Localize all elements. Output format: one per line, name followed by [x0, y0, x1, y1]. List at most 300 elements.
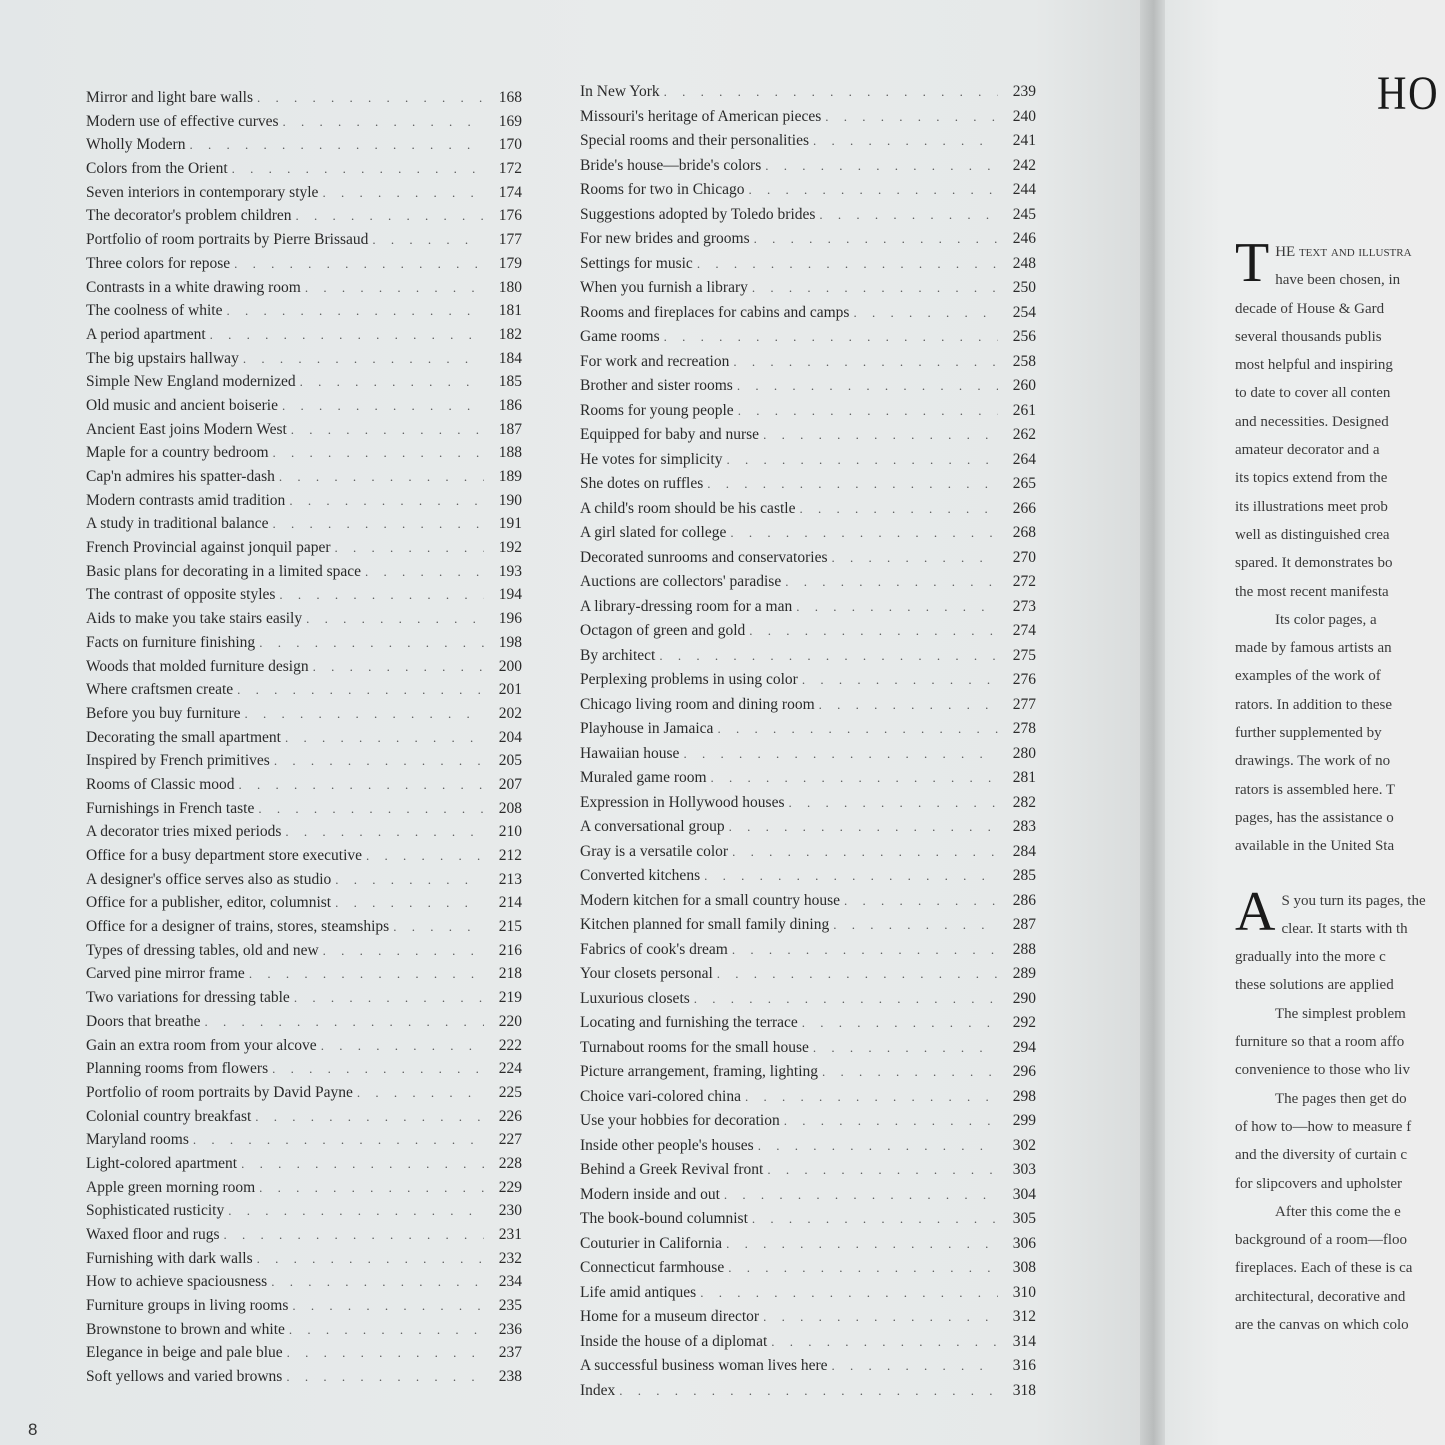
toc-entry-page: 169 — [498, 112, 522, 130]
toc-entry — [580, 913, 1036, 938]
toc-entry-title: Portfolio of room portraits by David Payne — [86, 1083, 353, 1101]
dot-leader — [771, 1330, 998, 1355]
toc-entry-title: Simple New England modernized — [86, 373, 296, 391]
toc-entry — [580, 80, 1036, 105]
toc-entry-page: 204 — [498, 728, 522, 746]
toc-entry-page: 238 — [498, 1368, 522, 1386]
toc-entry — [86, 252, 522, 276]
dot-leader — [223, 1223, 484, 1247]
toc-entry — [86, 1128, 522, 1152]
toc-entry — [86, 1176, 522, 1200]
page-number: 8 — [28, 1420, 38, 1439]
dot-leader — [210, 323, 484, 347]
text-line: spared. It demonstrates bo — [1235, 555, 1393, 572]
toc-entry — [580, 448, 1036, 473]
toc-entry-title: Hawaiian house — [580, 744, 680, 762]
text-line: pages, has the assistance o — [1235, 809, 1394, 826]
toc-entry — [580, 1158, 1036, 1183]
dot-leader — [306, 607, 484, 631]
text-line: amateur decorator and a — [1235, 442, 1380, 459]
toc-entry-title: Gray is a versatile color — [580, 842, 729, 860]
toc-entry — [86, 891, 522, 915]
toc-entry-title: Choice vari-colored china — [580, 1087, 741, 1105]
dot-leader — [313, 655, 484, 679]
toc-entry-title: Game rooms — [580, 328, 660, 345]
toc-entry-title: Old music and ancient boiserie — [86, 396, 278, 414]
toc-entry-page: 270 — [1012, 548, 1036, 566]
toc-entry-title: The contrast of opposite styles — [86, 586, 276, 604]
toc-entry — [86, 583, 522, 607]
dot-leader — [282, 394, 484, 418]
toc-entry-title: Luxurious closets — [580, 989, 690, 1007]
text-line: architectural, decorative and — [1235, 1288, 1406, 1305]
toc-entry — [86, 1152, 522, 1176]
dot-leader — [758, 1134, 998, 1159]
toc-entry — [86, 939, 522, 963]
toc-entry — [580, 1232, 1036, 1257]
dot-leader — [292, 1294, 484, 1318]
toc-entry — [580, 472, 1036, 497]
toc-entry-page: 276 — [1012, 671, 1036, 688]
text-line: fireplaces. Each of these is ca — [1235, 1260, 1413, 1277]
dot-leader — [664, 80, 998, 105]
dot-leader — [296, 204, 484, 228]
toc-entry — [86, 370, 522, 394]
toc-entry — [86, 868, 522, 892]
toc-entry-title: Couturier in California — [580, 1234, 723, 1252]
text-line: The simplest problem — [1275, 1005, 1406, 1022]
toc-entry-title: By architect — [580, 646, 656, 664]
dot-leader — [724, 1183, 998, 1208]
dot-leader — [697, 252, 998, 277]
dot-leader — [833, 913, 998, 938]
toc-entry-page: 242 — [1012, 156, 1036, 174]
toc-entry-page: 288 — [1012, 940, 1036, 958]
dot-leader — [259, 631, 484, 655]
toc-entry — [86, 915, 522, 939]
toc-entry-page: 188 — [498, 444, 522, 462]
toc-entry — [580, 1109, 1036, 1134]
toc-entry-title: A child's room should be his castle — [580, 499, 796, 517]
toc-entry-title: Suggestions adopted by Toledo brides — [580, 205, 816, 223]
toc-entry-title: The big upstairs hallway — [86, 349, 239, 367]
toc-entry — [86, 844, 522, 868]
dot-leader — [711, 766, 998, 791]
text-line: rators is assembled here. T — [1235, 781, 1396, 798]
toc-entry-page: 275 — [1012, 646, 1036, 664]
toc-entry-title: He votes for simplicity — [580, 450, 723, 468]
dot-leader — [289, 1318, 484, 1342]
toc-entry-page: 193 — [498, 562, 522, 580]
toc-entry-title: A period apartment — [86, 325, 206, 343]
toc-entry-page: 232 — [498, 1249, 522, 1267]
toc-entry-title: Locating and furnishing the terrace — [580, 1014, 798, 1031]
toc-entry — [580, 399, 1036, 424]
dot-leader — [259, 1176, 484, 1200]
paragraph-how-to — [1235, 1113, 1445, 1198]
toc-entry — [580, 1256, 1036, 1281]
toc-entry-title: Brownstone to brown and white — [86, 1320, 285, 1338]
toc-entry — [580, 1207, 1036, 1232]
toc-entry-page: 240 — [1012, 107, 1036, 125]
toc-entry-page: 239 — [1012, 83, 1036, 100]
toc-entry — [580, 129, 1036, 154]
dot-leader — [305, 276, 484, 300]
toc-entry-title: When you furnish a library — [580, 279, 748, 296]
toc-entry — [86, 607, 522, 631]
toc-entry-title: Maple for a country bedroom — [86, 444, 269, 462]
text-line: are the canvas on which colo — [1235, 1316, 1409, 1333]
toc-entry-title: Octagon of green and gold — [580, 622, 746, 639]
toc-entry-page: 216 — [498, 941, 522, 959]
toc-entry-title: Carved pine mirror frame — [86, 965, 245, 983]
toc-entry — [580, 766, 1036, 791]
text-line: these solutions are applied — [1235, 977, 1394, 994]
toc-entry-page: 264 — [1012, 450, 1036, 468]
toc-entry-title: Gain an extra room from your alcove — [86, 1036, 317, 1054]
toc-entry-page: 176 — [498, 207, 522, 225]
toc-entry-page: 272 — [1012, 573, 1036, 590]
text-line: to date to cover all conten — [1235, 385, 1391, 402]
toc-entry-page: 181 — [498, 302, 522, 320]
toc-entry-page: 258 — [1012, 352, 1036, 370]
toc-entry-page: 185 — [498, 373, 522, 391]
toc-entry — [86, 489, 522, 513]
toc-entry-page: 202 — [498, 704, 522, 722]
text-line: After this come the e — [1275, 1203, 1401, 1220]
toc-entry-title: She dotes on ruffles — [580, 475, 704, 492]
toc-entry-page: 250 — [1012, 279, 1036, 296]
dot-leader — [729, 815, 998, 840]
dot-leader — [273, 441, 485, 465]
toc-entry-page: 172 — [498, 160, 522, 178]
toc-entry — [580, 987, 1036, 1012]
toc-entry-page: 187 — [498, 420, 522, 438]
toc-entry — [86, 133, 522, 157]
toc-entry-page: 273 — [1012, 597, 1036, 615]
toc-entry — [86, 1294, 522, 1318]
toc-entry — [580, 546, 1036, 571]
toc-entry-page: 304 — [1012, 1185, 1036, 1203]
dot-leader — [802, 1011, 998, 1036]
toc-entry-title: A girl slated for college — [580, 524, 727, 541]
toc-entry-title: Office for a busy department store executive — [86, 847, 363, 864]
toc-entry-title: Colors from the Orient — [86, 160, 228, 178]
toc-entry — [580, 619, 1036, 644]
toc-entry-page: 226 — [498, 1107, 522, 1125]
toc-entry — [580, 227, 1036, 252]
dot-leader — [717, 717, 998, 742]
dot-leader — [748, 178, 998, 203]
dot-leader — [323, 939, 484, 963]
dot-leader — [799, 497, 998, 522]
dot-leader — [707, 472, 998, 497]
dot-leader — [357, 1081, 484, 1105]
drop-cap: T — [1235, 232, 1270, 294]
dot-leader — [619, 1379, 998, 1404]
toc-entry — [86, 962, 522, 986]
dot-leader — [255, 1105, 484, 1129]
toc-entry-page: 289 — [1012, 965, 1036, 982]
dot-leader — [728, 1256, 998, 1281]
toc-entry — [580, 889, 1036, 914]
toc-entry-title: Perplexing problems in using color — [580, 671, 798, 688]
toc-entry — [580, 423, 1036, 448]
toc-column-right — [580, 80, 1036, 1403]
dot-leader — [193, 1128, 484, 1152]
toc-entry-title: Planning rooms from flowers — [86, 1060, 269, 1078]
dot-leader — [189, 133, 484, 157]
toc-entry-title: Types of dressing tables, old and new — [86, 941, 319, 959]
toc-entry — [86, 536, 522, 560]
toc-entry — [86, 181, 522, 205]
dot-leader — [765, 154, 998, 179]
toc-entry-title: Mirror and light bare walls — [86, 89, 254, 106]
toc-entry-title: Your closets personal — [580, 965, 713, 982]
toc-entry-title: Inspired by French primitives — [86, 752, 270, 770]
toc-entry-title: Modern inside and out — [580, 1185, 720, 1203]
text-line: clear. It starts with th — [1281, 920, 1408, 937]
toc-entry-title: Woods that molded furniture design — [86, 657, 309, 675]
toc-entry — [86, 1270, 522, 1294]
text-line: rators. In addition to these — [1235, 696, 1393, 713]
dot-leader — [737, 374, 998, 399]
dot-leader — [752, 1207, 998, 1232]
toc-entry-title: Brother and sister rooms — [580, 377, 733, 394]
toc-entry-page: 224 — [498, 1060, 522, 1078]
toc-entry-page: 191 — [498, 515, 522, 533]
toc-entry-title: Three colors for repose — [86, 254, 231, 272]
toc-entry — [580, 962, 1036, 987]
toc-entry-page: 228 — [498, 1154, 522, 1172]
toc-entry-page: 208 — [498, 799, 522, 817]
toc-entry-title: Wholly Modern — [86, 136, 186, 154]
dot-leader — [257, 1247, 484, 1271]
toc-entry-title: Inside the house of a diplomat — [580, 1332, 768, 1350]
toc-entry-page: 256 — [1012, 328, 1036, 345]
toc-entry — [86, 1341, 522, 1365]
dot-leader — [832, 1354, 998, 1379]
toc-entry — [580, 1134, 1036, 1159]
text-line: The pages then get do — [1275, 1090, 1407, 1107]
toc-entry-title: Muraled game room — [580, 769, 707, 786]
dot-leader — [819, 203, 998, 228]
toc-entry — [86, 1318, 522, 1342]
toc-entry-page: 210 — [498, 823, 522, 841]
dot-leader — [335, 536, 485, 560]
toc-entry-page: 236 — [498, 1320, 522, 1338]
dot-leader — [683, 742, 998, 767]
toc-entry-page: 310 — [1012, 1283, 1036, 1301]
toc-entry-page: 212 — [498, 847, 522, 864]
toc-entry-page: 260 — [1012, 377, 1036, 394]
dot-leader — [335, 868, 484, 892]
toc-entry-page: 261 — [1012, 401, 1036, 419]
toc-entry-title: Colonial country breakfast — [86, 1107, 252, 1125]
toc-entry-title: The decorator's problem children — [86, 207, 292, 225]
toc-entry-page: 182 — [498, 325, 522, 343]
text-line: most helpful and inspiring — [1235, 357, 1393, 374]
dot-leader — [372, 228, 484, 252]
toc-entry-page: 287 — [1012, 916, 1036, 933]
toc-entry-title: Index — [580, 1381, 616, 1399]
toc-entry-title: Waxed floor and rugs — [86, 1226, 220, 1243]
toc-entry-title: Expression in Hollywood houses — [580, 793, 785, 811]
toc-entry-page: 268 — [1012, 524, 1036, 541]
toc-entry-title: Where craftsmen create — [86, 681, 234, 699]
dot-leader — [258, 797, 484, 821]
toc-entry — [580, 276, 1036, 301]
toc-entry — [86, 702, 522, 726]
toc-entry-page: 302 — [1012, 1136, 1036, 1154]
toc-entry — [86, 1223, 522, 1247]
toc-entry-title: The coolness of white — [86, 302, 223, 320]
toc-entry-title: Furniture groups in living rooms — [86, 1297, 289, 1315]
toc-entry-page: 170 — [498, 136, 522, 154]
toc-entry — [580, 1085, 1036, 1110]
toc-entry — [86, 299, 522, 323]
toc-entry — [580, 717, 1036, 742]
dot-leader — [286, 1365, 484, 1389]
toc-entry-page: 282 — [1012, 793, 1036, 811]
toc-entry-page: 241 — [1012, 132, 1036, 149]
toc-entry-title: Auctions are collectors' paradise — [580, 573, 782, 590]
toc-entry-title: Modern contrasts amid tradition — [86, 491, 286, 509]
text-line: the most recent manifesta — [1235, 583, 1389, 600]
toc-entry — [580, 350, 1036, 375]
toc-entry-page: 306 — [1012, 1234, 1036, 1252]
dot-leader — [853, 301, 998, 326]
dot-leader — [732, 938, 998, 963]
toc-entry-page: 237 — [498, 1344, 522, 1362]
toc-entry-page: 198 — [498, 633, 522, 651]
text-line: further supplemented by — [1235, 725, 1382, 742]
dot-leader — [796, 595, 998, 620]
toc-entry-title: Home for a museum director — [580, 1308, 760, 1325]
toc-entry-page: 308 — [1012, 1259, 1036, 1276]
dot-leader — [802, 668, 998, 693]
dot-leader — [249, 962, 484, 986]
toc-entry-page: 280 — [1012, 744, 1036, 762]
toc-entry-title: Inside other people's houses — [580, 1136, 754, 1154]
toc-entry-page: 314 — [1012, 1332, 1036, 1350]
toc-entry — [86, 418, 522, 442]
text-line: convenience to those who liv — [1235, 1062, 1410, 1079]
toc-entry-page: 201 — [498, 681, 522, 699]
toc-entry-page: 290 — [1012, 989, 1036, 1007]
dot-leader — [754, 227, 998, 252]
toc-entry — [580, 497, 1036, 522]
toc-entry-page: 316 — [1012, 1357, 1036, 1374]
toc-entry-page: 285 — [1012, 867, 1036, 884]
toc-entry-page: 205 — [498, 752, 522, 770]
text-line: have been chosen, in — [1275, 272, 1401, 289]
text-line: drawings. The work of no — [1235, 753, 1391, 770]
toc-entry — [86, 820, 522, 844]
dot-leader — [237, 678, 484, 702]
toc-entry — [86, 157, 522, 181]
toc-entry — [86, 441, 522, 465]
page-heading: HO — [1377, 67, 1440, 120]
toc-entry — [580, 1183, 1036, 1208]
toc-entry-page: 312 — [1012, 1308, 1036, 1325]
toc-entry — [580, 938, 1036, 963]
toc-entry-title: Decorating the small apartment — [86, 728, 281, 746]
toc-entry-page: 248 — [1012, 254, 1036, 272]
toc-entry-page: 246 — [1012, 230, 1036, 247]
toc-entry-page: 245 — [1012, 205, 1036, 223]
toc-entry-page: 219 — [498, 989, 522, 1007]
text-line: well as distinguished crea — [1235, 526, 1390, 543]
toc-entry-page: 281 — [1012, 769, 1036, 786]
text-line: and the diversity of curtain c — [1235, 1147, 1408, 1164]
dot-leader — [745, 1085, 998, 1110]
toc-entry — [580, 154, 1036, 179]
toc-entry — [86, 773, 522, 797]
toc-entry-title: Bride's house—bride's colors — [580, 156, 762, 174]
dot-leader — [285, 820, 484, 844]
toc-entry-title: Turnabout rooms for the small house — [580, 1038, 809, 1056]
toc-entry-page: 286 — [1012, 891, 1036, 909]
toc-entry — [580, 1330, 1036, 1355]
toc-entry-title: A conversational group — [580, 818, 725, 835]
dot-leader — [283, 110, 484, 134]
toc-entry — [580, 644, 1036, 669]
dot-leader — [726, 1232, 998, 1257]
toc-entry-title: Kitchen planned for small family dining — [580, 916, 830, 933]
paragraph-lines — [1235, 266, 1445, 606]
toc-entry-page: 213 — [498, 870, 522, 888]
dot-leader — [279, 465, 484, 489]
toc-entry — [580, 1379, 1036, 1404]
toc-entry-page: 277 — [1012, 695, 1036, 713]
dot-leader — [226, 299, 484, 323]
toc-entry — [86, 86, 522, 110]
toc-entry-page: 292 — [1012, 1014, 1036, 1031]
toc-entry — [86, 228, 522, 252]
toc-entry — [580, 178, 1036, 203]
toc-entry — [86, 204, 522, 228]
toc-entry-title: French Provincial against jonquil paper — [86, 539, 331, 557]
toc-entry-page: 231 — [498, 1226, 522, 1243]
text-line: gradually into the more c — [1235, 949, 1386, 966]
toc-entry-title: Furnishing with dark walls — [86, 1249, 253, 1267]
toc-entry-title: A library-dressing room for a man — [580, 597, 793, 615]
dot-leader — [844, 889, 998, 914]
toc-entry-page: 294 — [1012, 1038, 1036, 1056]
dot-leader — [241, 1152, 484, 1176]
dot-leader — [825, 105, 998, 130]
dot-leader — [700, 1281, 998, 1306]
toc-entry-title: Rooms and fireplaces for cabins and camps — [580, 303, 850, 321]
dot-leader — [704, 864, 998, 889]
toc-entry — [580, 301, 1036, 326]
drop-cap: A — [1235, 880, 1276, 943]
toc-entry-title: A designer's office serves also as studio — [86, 870, 332, 888]
toc-entry-title: Equipped for baby and nurse — [580, 426, 760, 443]
toc-entry-title: A study in traditional balance — [86, 515, 269, 533]
toc-entry-title: Facts on furniture finishing — [86, 633, 256, 651]
right-page — [1165, 0, 1445, 1445]
toc-entry-page: 174 — [498, 183, 522, 201]
dot-leader — [239, 773, 484, 797]
paragraph-turn-pages — [1235, 880, 1445, 1000]
toc-entry — [86, 1081, 522, 1105]
toc-entry-page: 194 — [498, 586, 522, 604]
toc-entry-page: 299 — [1012, 1112, 1036, 1129]
dot-leader — [257, 86, 484, 110]
toc-entry-page: 192 — [498, 539, 522, 557]
